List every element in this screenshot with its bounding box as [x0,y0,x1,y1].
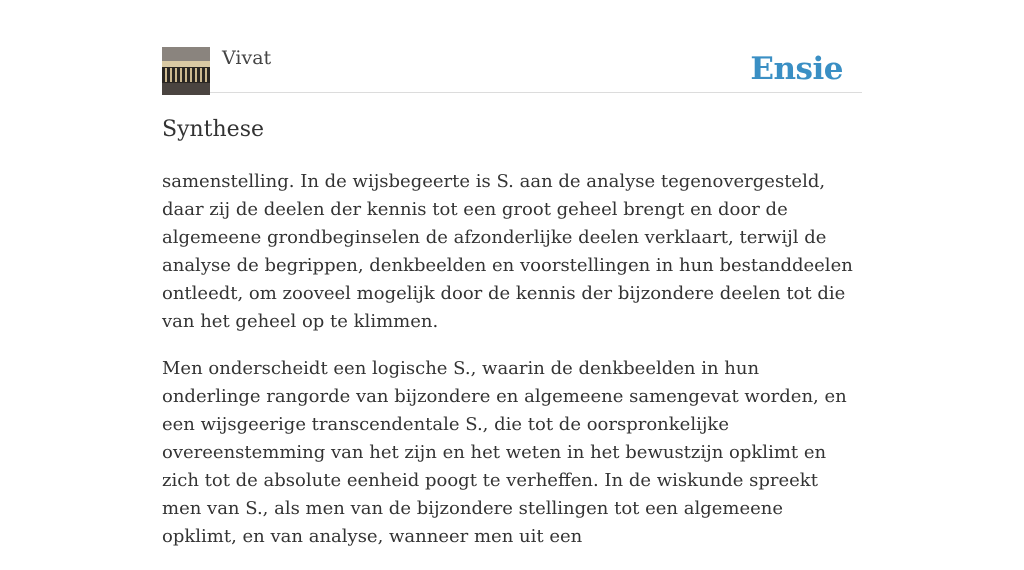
article-paragraph: samenstelling. In de wijsbegeerte is S. aan de analyse tegenovergesteld, daar zij de deelen der kennis tot een groot geheel brengt en door de algemeene grondbeginselen de afzonderlijke deelen verklaart, terwijl de analyse de begrippen, denkbeelden en voorstellingen in hun bestanddeelen ontleedt, om zooveel mogelijk door de kennis der bijzondere deelen tot die van het geheel op te klimmen. [162,171,853,332]
article-body [162,168,862,570]
article-header [162,0,862,93]
brand-logo[interactable]: Ensie [750,51,843,87]
article-paragraph: Men onderscheidt een logische S., waarin de denkbeelden in hun onderlinge rangorde van bijzondere en algemeene samengevat worden, en een wijsgeerige transcendentale S., die tot de oorspronkelijke overeenstemming van het zijn en het weten in het bewustzijn opklimt en zich tot de absolute eenheid poogt te verheffen. In de wiskunde spreekt men van S., als men van de bijzondere stellingen tot een algemeene opklimt, en van analyse, wanneer men uit een [162,358,847,547]
bookshelf-image [162,47,210,95]
source-avatar-icon[interactable] [162,47,210,95]
article-page [162,0,862,547]
source-name[interactable]: Vivat [222,47,272,69]
article-title: Synthese [162,117,265,142]
